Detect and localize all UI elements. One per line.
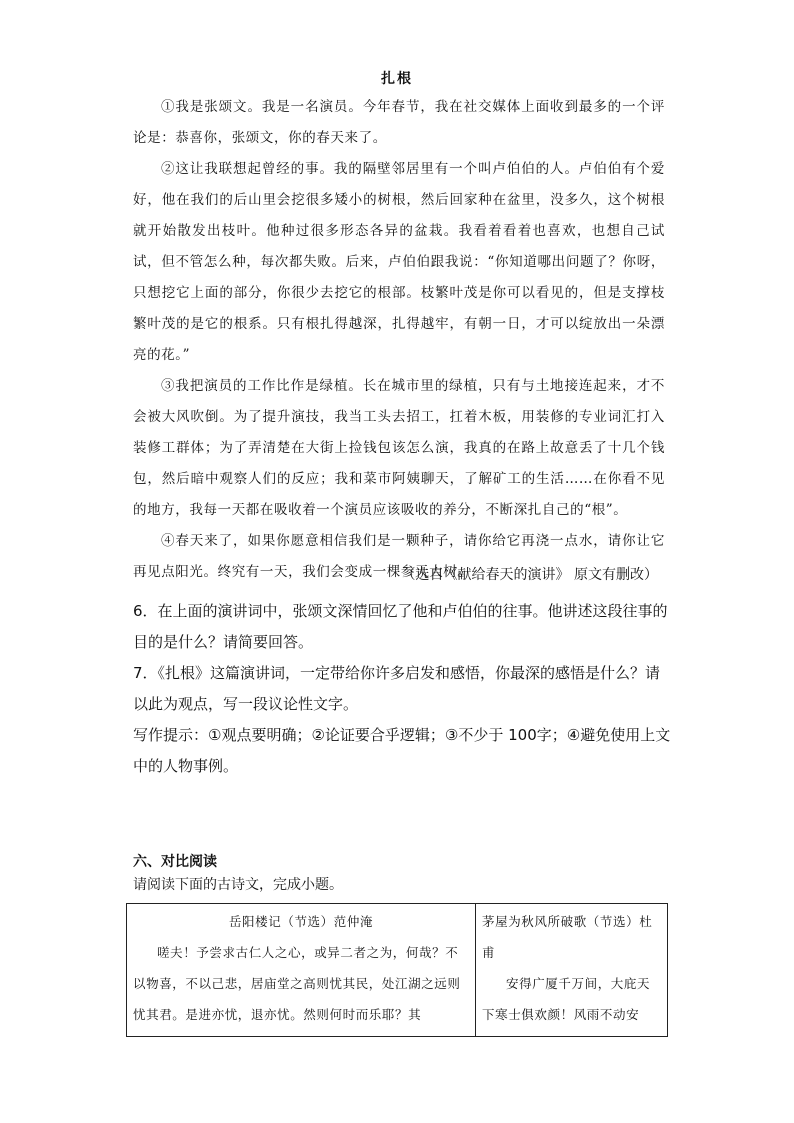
- right-cell-title: 茅屋为秋风所破歌（节选）杜甫: [482, 914, 653, 960]
- question-6: 6．在上面的演讲词中，张颂文深情回忆了他和卢伯伯的往事。他讲述这段往事的目的是什么？请简要回答。: [133, 602, 668, 651]
- question-list: [133, 596, 673, 782]
- paragraph-2: ②这让我联想起曾经的事。我的隔壁邻居里有一个叫卢伯伯的人。卢伯伯有个爱好，他在我们的后山里会挖很多矮小的树根，然后回家种在盆里，没多久，这个树根就开始散发出枝叶。他种过很多形态各异的盆栽。我看着看着也喜欢，也想自己试试，但不管怎么种，每次都失败。后来，卢伯伯跟我说：“你知道哪出问题了？你呀，只想挖它上面的部分，你很少去挖它的根部。枝繁叶茂是你可以看见的，但是支撑枝繁叶茂的是它的根系。只有根扎得越深，扎得越牢，有朝一日，才可以绽放出一朵漂亮的花。”: [133, 161, 665, 363]
- question-7: 7．《扎根》这篇演讲词，一定带给你许多启发和感悟，你最深的感悟是什么？请以此为观点，写一段议论性文字。: [133, 664, 661, 713]
- passage-body: [133, 92, 665, 588]
- right-cell: [476, 904, 668, 1037]
- left-cell: [127, 904, 476, 1037]
- paragraph-3: ③我把演员的工作比作是绿植。长在城市里的绿植，只有与土地接连起来，才不会被大风吹倒。为了提升演技，我当工头去招工，扛着木板，用装修的专业词汇打入装修工群体；为了弄清楚在大街上捡钱包该怎么演，我真的在路上故意丢了十几个钱包，然后暗中观察人们的反应；我和菜市阿姨聊天，了解矿工的生活……在你看不见的地方，我每一天都在吸收着一个演员应该吸收的养分，不断深扎自己的“根”。: [133, 378, 665, 518]
- writing-tips: 写作提示：①观点要明确；②论证要合乎逻辑；③不少于 100字；④避免使用上文中的人物事例。: [133, 726, 671, 775]
- left-cell-text: 嗟夫！予尝求古仁人之心，或异二者之为，何哉？不以物喜，不以己悲，居庙堂之高则忧其民，处江湖之远则忧其君。是进亦忧，退亦忧。然则何时而乐耶？其: [133, 945, 461, 1022]
- section-heading: 六、对比阅读: [133, 854, 217, 870]
- passage-title: 扎根: [381, 71, 413, 87]
- comparison-table: [126, 903, 668, 1037]
- paragraph-1: ①我是张颂文。我是一名演员。今年春节，我在社交媒体上面收到最多的一个评论是：恭喜你，张颂文，你的春天来了。: [133, 99, 665, 146]
- passage-source: （选自《献给春天的演讲》 原文有删改）: [401, 567, 658, 583]
- paragraph-4: ④春天来了，如果你愿意相信我们是一颗种子，请你给它再浇一点水，请你让它再见点阳光。终究有一天，我们会变成一棵参天大树。: [133, 533, 665, 580]
- left-cell-title: 岳阳楼记（节选）范仲淹: [228, 914, 374, 929]
- right-cell-text: 安得广厦千万间，大庇天下寒士俱欢颜！风雨不动安: [482, 976, 651, 1022]
- section-instruction: 请阅读下面的古诗文，完成小题。: [133, 877, 343, 893]
